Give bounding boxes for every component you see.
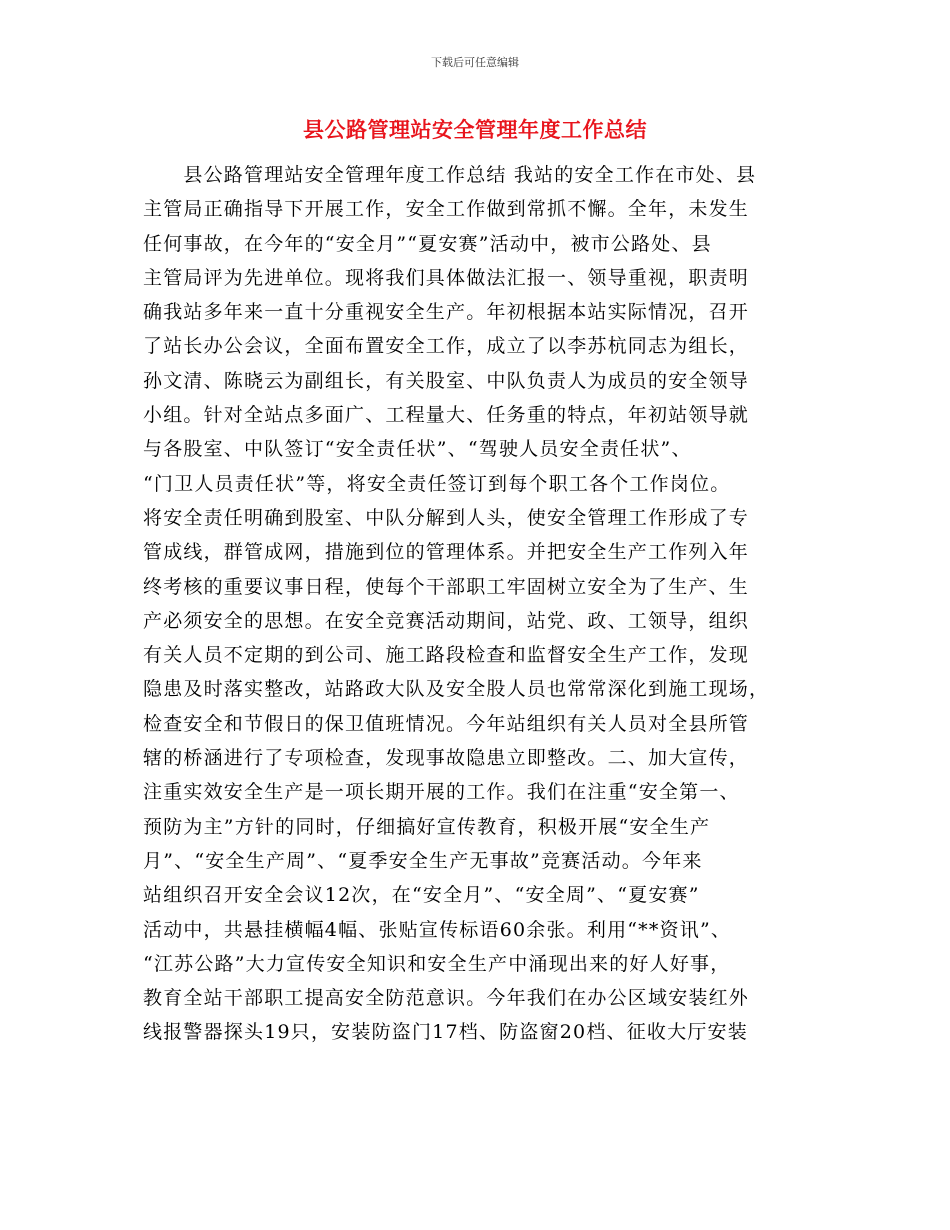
- text-line: 隐患及时落实整改，站路政大队及安全股人员也常常深化到施工现场，: [143, 678, 770, 701]
- text-line: 辖的桥涵进行了专项检查，发现事故隐患立即整改。二、加大宣传，: [143, 747, 750, 770]
- text-line: 检查安全和节假日的保卫值班情况。今年站组织有关人员对全县所管: [143, 712, 750, 735]
- text-line: 预防为主”方针的同时，仔细搞好宣传教育，积极开展“安全生产: [143, 815, 711, 838]
- text-line: 任何事故，在今年的“安全月”“夏安赛”活动中，被市公路处、县: [143, 232, 712, 255]
- text-line: 站组织召开安全会议12次，在“安全月”、“安全周”、“夏安赛”: [143, 884, 700, 907]
- text-line: 管成线，群管成网，措施到位的管理体系。并把安全生产工作列入年: [143, 541, 750, 564]
- text-line: 教育全站干部职工提高安全防范意识。今年我们在办公区域安装红外: [143, 987, 750, 1010]
- document-title: 县公路管理站安全管理年度工作总结: [303, 117, 647, 142]
- text-line: 主管局正确指导下开展工作，安全工作做到常抓不懈。全年，未发生: [143, 198, 750, 221]
- body-paragraph: [143, 158, 808, 1050]
- text-line: 了站长办公会议，全面布置安全工作，成立了以李苏杭同志为组长，: [143, 335, 750, 358]
- text-line: 将安全责任明确到股室、中队分解到人头，使安全管理工作形成了专: [143, 506, 750, 529]
- text-line: 终考核的重要议事日程，使每个干部职工牢固树立安全为了生产、生: [143, 575, 750, 598]
- text-line: 小组。针对全站点多面广、工程量大、任务重的特点，年初站领导就: [143, 404, 750, 427]
- text-line: 孙文清、陈晓云为副组长，有关股室、中队负责人为成员的安全领导: [143, 369, 750, 392]
- text-line: “江苏公路”大力宣传安全知识和安全生产中涌现出来的好人好事，: [143, 952, 731, 975]
- text-line: 主管局评为先进单位。现将我们具体做法汇报一、领导重视，职责明: [143, 266, 750, 289]
- text-line: 与各股室、中队签订“安全责任状”、“驾驶人员安全责任状”、: [143, 438, 692, 461]
- text-line: “门卫人员责任状”等，将安全责任签订到每个职工各个工作岗位。: [143, 472, 731, 495]
- text-line: 产必须安全的思想。在安全竞赛活动期间，站党、政、工领导，组织: [143, 609, 750, 632]
- text-line: 注重实效安全生产是一项长期开展的工作。我们在注重“安全第一、: [143, 781, 740, 804]
- header-note: 下载后可任意编辑: [431, 56, 519, 69]
- text-line: 月”、“安全生产周”、“夏季安全生产无事故”竞赛活动。今年来: [143, 849, 703, 872]
- text-line: 确我站多年来一直十分重视安全生产。年初根据本站实际情况，召开: [143, 301, 750, 324]
- text-line: 活动中，共悬挂横幅4幅、张贴宣传标语60余张。利用“**资讯”、: [143, 918, 732, 941]
- text-line: 线报警器探头19只，安装防盗门17档、防盗窗20档、征收大厅安装: [143, 1021, 748, 1044]
- text-line: 县公路管理站安全管理年度工作总结 我站的安全工作在市处、县: [143, 164, 757, 186]
- text-line: 有关人员不定期的到公司、施工路段检查和监督安全生产工作，发现: [143, 644, 750, 667]
